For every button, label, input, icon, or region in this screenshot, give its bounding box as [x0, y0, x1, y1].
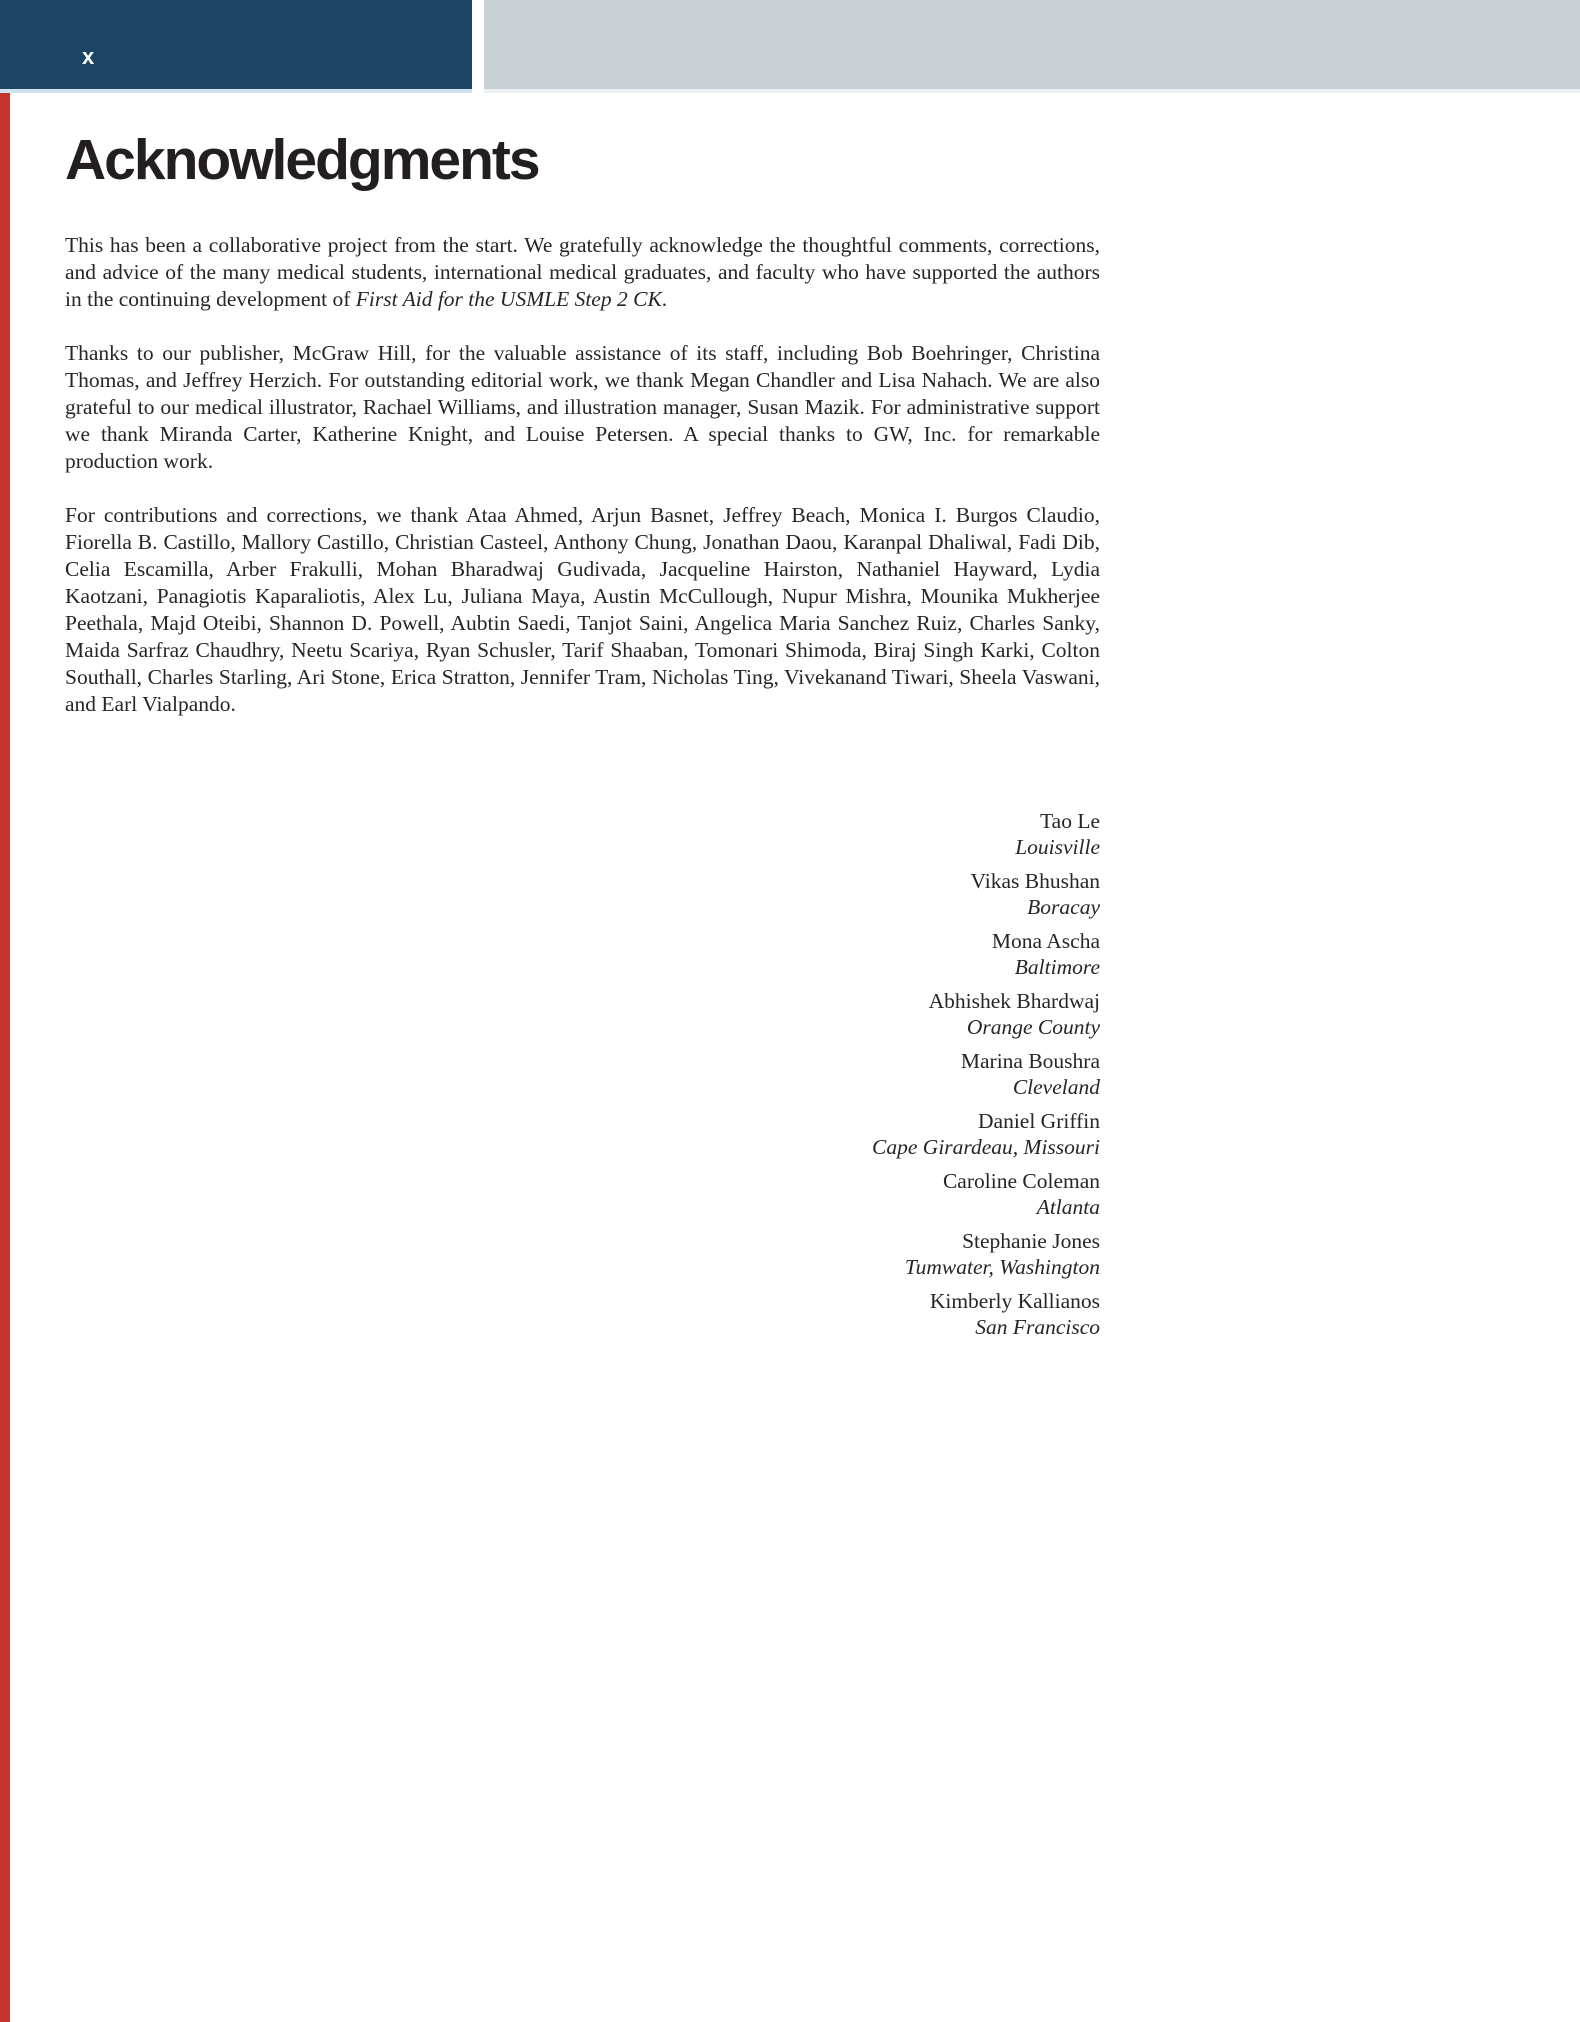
paragraph-intro-text: This has been a collaborative project from the start. We gratefully acknowledge the thoughtful comments, corrections, and advice of the many medical students, international medical graduates, and faculty who have supported the authors in the continuing development of	[65, 233, 1100, 311]
header-navy-bar	[0, 0, 472, 93]
signature-name: Daniel Griffin	[978, 1109, 1100, 1133]
signature-entry	[65, 808, 1100, 860]
paragraph-intro	[65, 232, 1100, 313]
signature-location: Atlanta	[1036, 1195, 1100, 1219]
signature-entry	[65, 1228, 1100, 1280]
signature-name: Stephanie Jones	[962, 1229, 1100, 1253]
signature-name: Marina Boushra	[960, 1049, 1100, 1073]
signature-entry	[65, 868, 1100, 920]
paragraph-intro-period: .	[661, 287, 668, 311]
signature-entry	[65, 1168, 1100, 1220]
signature-location: Cleveland	[1012, 1075, 1100, 1099]
signature-entry	[65, 928, 1100, 980]
signature-location: Boracay	[1027, 895, 1100, 919]
page-content	[65, 97, 1100, 1348]
signature-entry	[65, 1288, 1100, 1340]
header-gray-bar	[484, 0, 1580, 93]
signature-name: Vikas Bhushan	[970, 869, 1100, 893]
signature-location: Cape Girardeau, Missouri	[872, 1135, 1100, 1159]
signature-location: Orange County	[966, 1015, 1100, 1039]
page-number: x	[82, 44, 95, 69]
left-edge-red-tab	[0, 0, 10, 2022]
signature-location: San Francisco	[975, 1315, 1100, 1339]
signature-list	[65, 808, 1100, 1340]
signature-entry	[65, 1108, 1100, 1160]
signature-name: Tao Le	[1040, 809, 1100, 833]
signature-name: Kimberly Kallianos	[929, 1289, 1100, 1313]
signature-entry	[65, 1048, 1100, 1100]
signature-location: Baltimore	[1014, 955, 1100, 979]
signature-location: Tumwater, Washington	[904, 1255, 1100, 1279]
paragraph-contributors: For contributions and corrections, we thank Ataa Ahmed, Arjun Basnet, Jeffrey Beach, Monica I. Burgos Claudio, Fiorella B. Castillo, Mallory Castillo, Christian Casteel, Anthony Chung, Jonathan Daou, Karanpal Dhaliwal, Fadi Dib, Celia Escamilla, Arber Frakulli, Mohan Bharadwaj Gudivada, Jacqueline Hairston, Nathaniel Hayward, Lydia Kaotzani, Panagiotis Kaparaliotis, Alex Lu, Juliana Maya, Austin McCullough, Nupur Mishra, Mounika Mukherjee Peethala, Majd Oteibi, Shannon D. Powell, Aubtin Saedi, Tanjot Saini, Angelica Maria Sanchez Ruiz, Charles Sanky, Maida Sarfraz Chaudhry, Neetu Scariya, Ryan Schusler, Tarif Shaaban, Tomonari Shimoda, Biraj Singh Karki, Colton Southall, Charles Starling, Ari Stone, Erica Stratton, Jennifer Tram, Nicholas Ting, Vivekanand Tiwari, Sheela Vaswani, and Earl Vialpando.	[65, 503, 1100, 716]
paragraph-publisher: Thanks to our publisher, McGraw Hill, for the valuable assistance of its staff, including Bob Boehringer, Christina Thomas, and Jeffrey Herzich. For outstanding editorial work, we thank Megan Chandler and Lisa Nahach. We are also grateful to our medical illustrator, Rachael Williams, and illustration manager, Susan Mazik. For administrative support we thank Miranda Carter, Katherine Knight, and Louise Petersen. A special thanks to GW, Inc. for remarkable production work.	[65, 341, 1100, 473]
signature-name: Caroline Coleman	[942, 1169, 1100, 1193]
signature-name: Mona Ascha	[991, 929, 1100, 953]
book-title-italic: First Aid for the USMLE Step 2 CK	[355, 287, 662, 311]
page-title: Acknowledgments	[65, 128, 539, 192]
signature-location: Louisville	[1015, 835, 1100, 859]
signature-entry	[65, 988, 1100, 1040]
signature-name: Abhishek Bhardwaj	[928, 989, 1100, 1013]
